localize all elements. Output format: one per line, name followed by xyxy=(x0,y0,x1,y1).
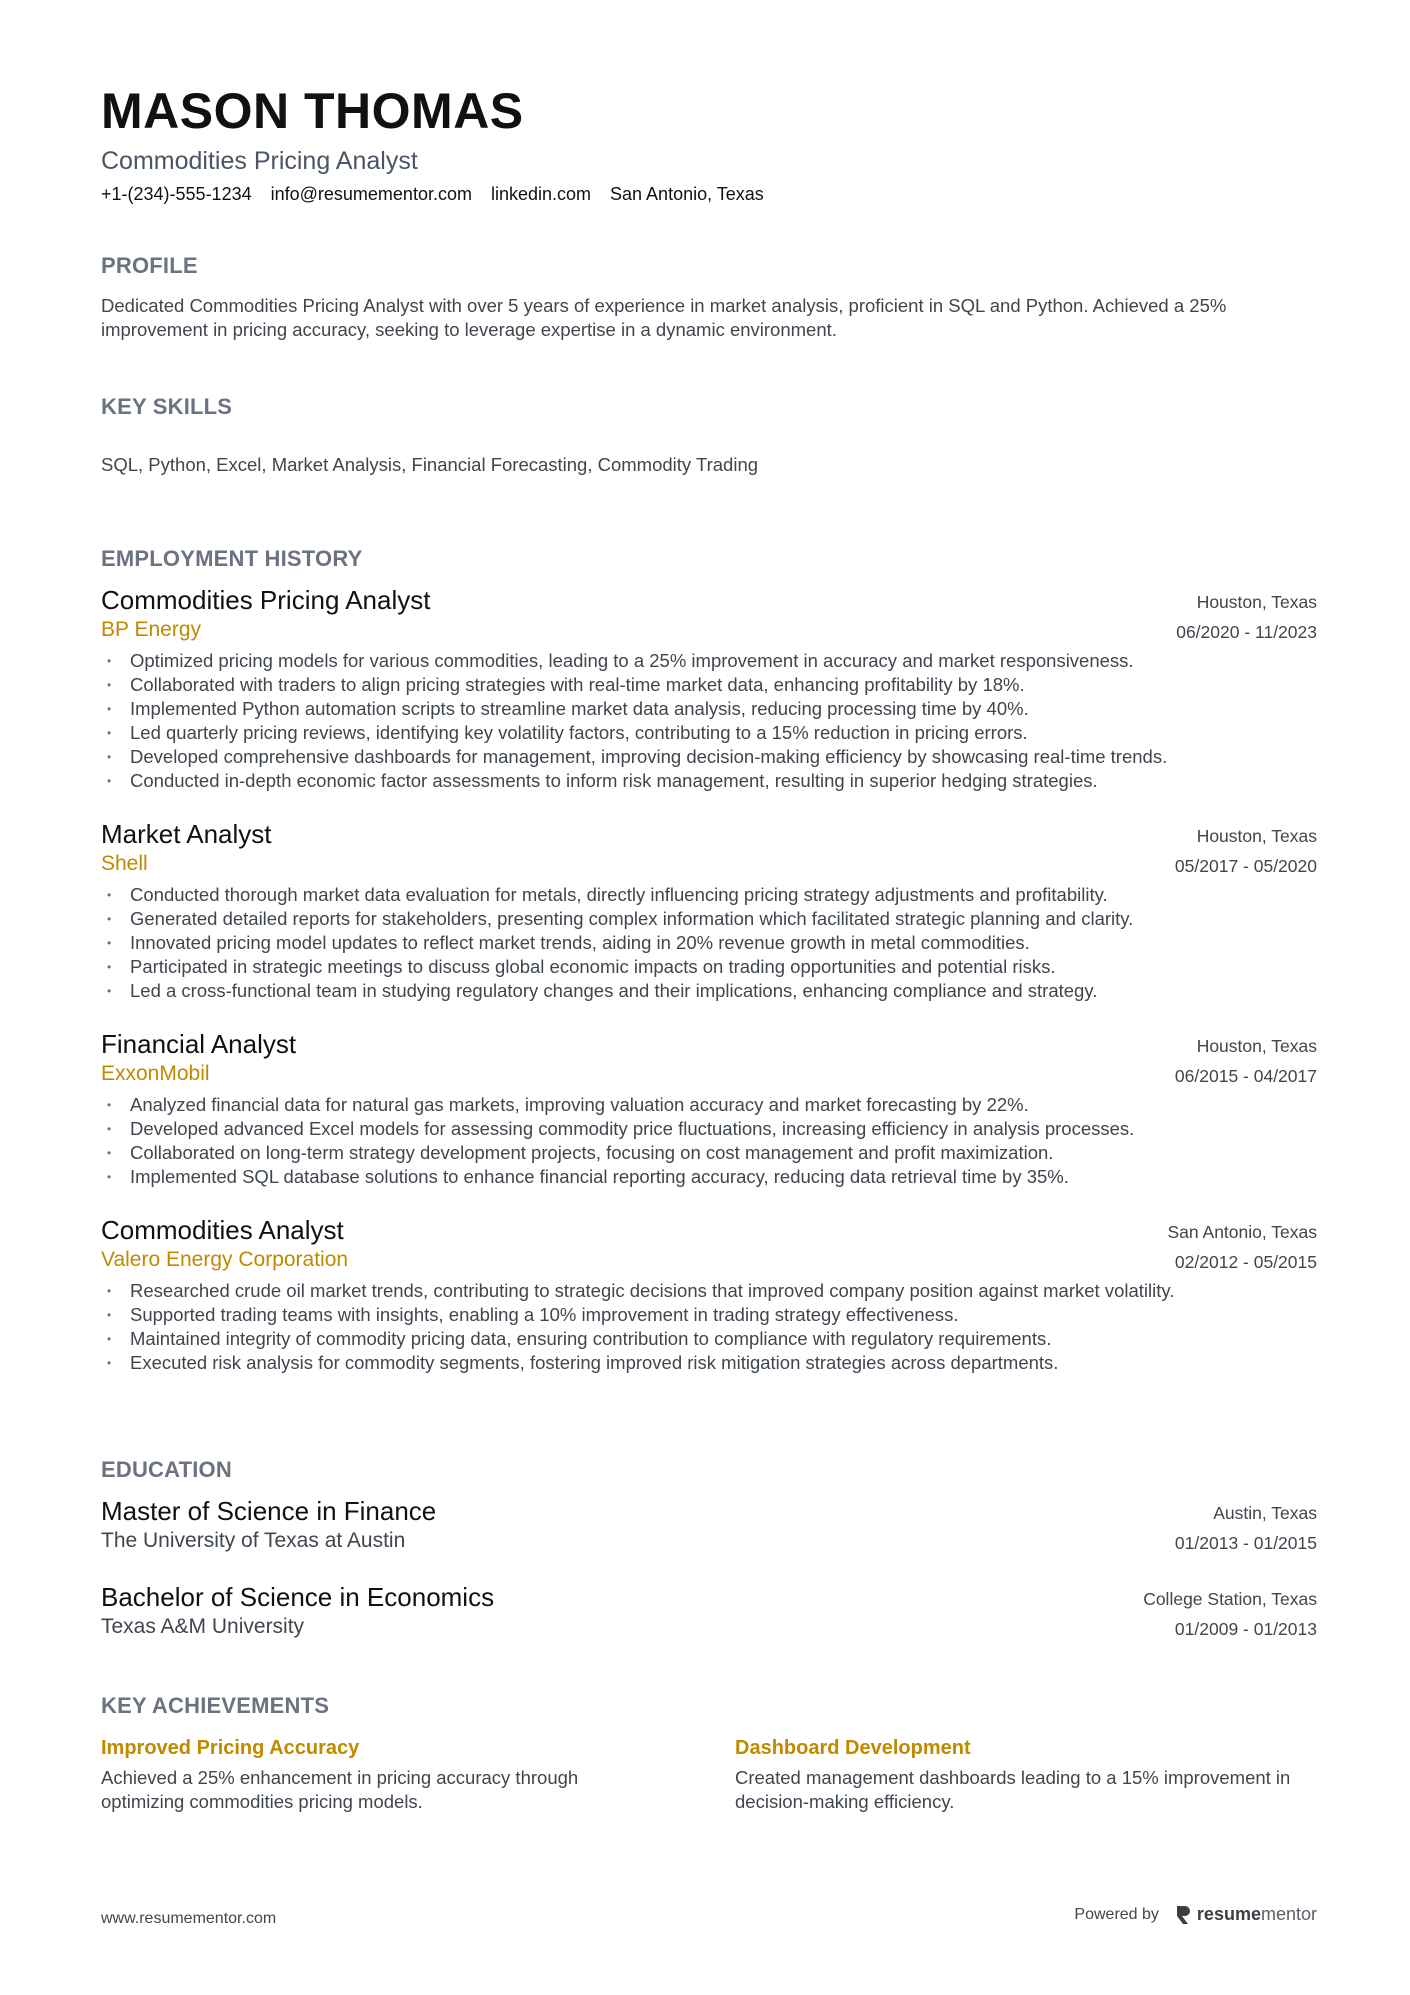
education-meta xyxy=(1175,1498,1317,1558)
job-meta xyxy=(1176,587,1317,647)
contact-email: info@resumementor.com xyxy=(270,184,472,204)
job-dates: 06/2020 - 11/2023 xyxy=(1176,622,1317,642)
brand-light: mentor xyxy=(1260,1904,1317,1924)
job-bullets xyxy=(101,1279,1251,1375)
job-entry xyxy=(101,585,1317,793)
achievements-heading: KEY ACHIEVEMENTS xyxy=(101,1693,330,1718)
skills-text: SQL, Python, Excel, Market Analysis, Financial Forecasting, Commodity Trading xyxy=(101,454,759,475)
school: The University of Texas at Austin xyxy=(101,1529,406,1552)
job-location: San Antonio, Texas xyxy=(1167,1222,1317,1242)
job-meta xyxy=(1175,821,1317,881)
job-bullets xyxy=(101,883,1317,1003)
brand-bold: resume xyxy=(1196,1904,1261,1924)
job-entry xyxy=(101,1029,1317,1189)
footer-brand xyxy=(1074,1904,1317,1925)
bullet-item: • Conducted thorough market data evaluation for metals, directly influencing pricing strategy adjustments and profitability. xyxy=(101,883,1317,907)
job-entry xyxy=(101,1215,1317,1375)
education-dates: 01/2013 - 01/2015 xyxy=(1174,1533,1317,1553)
bullet-item: • Participated in strategic meetings to discuss global economic impacts on trading opportunities and potential risks. xyxy=(101,955,1317,979)
bullet-item: • Led quarterly pricing reviews, identifying key volatility factors, contributing to a 15% reduction in pricing errors. xyxy=(101,721,1317,745)
achievement-desc: Created management dashboards leading to a 15% improvement in decision-making efficiency. xyxy=(735,1767,1291,1812)
education-meta xyxy=(1143,1584,1317,1644)
achievement-desc: Achieved a 25% enhancement in pricing accuracy through optimizing commodities pricing models. xyxy=(101,1767,579,1812)
bullet-item: • Implemented Python automation scripts to streamline market data analysis, reducing processing time by 40%. xyxy=(101,697,1317,721)
bullet-item: • Developed comprehensive dashboards for management, improving decision-making efficiency by showcasing real-time trends. xyxy=(101,745,1317,769)
bullet-item: • Maintained integrity of commodity pricing data, ensuring contribution to compliance with regulatory requirements. xyxy=(101,1327,1251,1351)
job-title: Commodities Analyst xyxy=(101,1215,344,1245)
job-meta xyxy=(1175,1031,1317,1091)
job-meta xyxy=(1167,1217,1317,1277)
education-location: Austin, Texas xyxy=(1213,1503,1317,1523)
candidate-name: MASON THOMAS xyxy=(101,83,524,139)
job-company: ExxonMobil xyxy=(101,1062,210,1085)
degree: Bachelor of Science in Economics xyxy=(101,1582,495,1612)
job-entry xyxy=(101,819,1317,1003)
bullet-item: • Executed risk analysis for commodity segments, fostering improved risk mitigation strategies across departments. xyxy=(101,1351,1251,1375)
job-dates: 02/2012 - 05/2015 xyxy=(1174,1252,1317,1272)
job-title: Commodities Pricing Analyst xyxy=(101,585,431,615)
job-bullets xyxy=(101,1093,1317,1189)
education-entry xyxy=(101,1496,1317,1556)
bullet-item: • Conducted in-depth economic factor assessments to inform risk management, resulting in superior hedging strategies. xyxy=(101,769,1317,793)
bullet-item: • Generated detailed reports for stakeholders, presenting complex information which facilitated strategic planning and clarity. xyxy=(101,907,1317,931)
contact-phone: +1-(234)-555-1234 xyxy=(101,184,252,204)
job-title: Market Analyst xyxy=(101,819,272,849)
achievement-item xyxy=(101,1735,661,1814)
job-location: Houston, Texas xyxy=(1196,826,1317,846)
school: Texas A&M University xyxy=(101,1615,305,1638)
bullet-item: • Analyzed financial data for natural gas markets, improving valuation accuracy and market forecasting by 22%. xyxy=(101,1093,1317,1117)
achievement-item xyxy=(735,1735,1295,1814)
bullet-item: • Implemented SQL database solutions to enhance financial reporting accuracy, reducing data retrieval time by 35%. xyxy=(101,1165,1317,1189)
degree: Master of Science in Finance xyxy=(101,1496,437,1526)
footer-website[interactable]: www.resumementor.com xyxy=(101,1910,277,1927)
skills-heading: KEY SKILLS xyxy=(101,394,233,419)
job-location: Houston, Texas xyxy=(1196,1036,1317,1056)
candidate-title: Commodities Pricing Analyst xyxy=(101,147,418,175)
bullet-item: • Optimized pricing models for various commodities, leading to a 25% improvement in accuracy and market responsiveness. xyxy=(101,649,1317,673)
bullet-item: • Supported trading teams with insights, enabling a 10% improvement in trading strategy effectiveness. xyxy=(101,1303,1251,1327)
brand-logo[interactable] xyxy=(1175,1904,1317,1925)
contact-info xyxy=(101,184,764,205)
contact-linkedin: linkedin.com xyxy=(490,184,592,204)
education-location: College Station, Texas xyxy=(1143,1589,1317,1609)
achievement-title: Improved Pricing Accuracy xyxy=(101,1737,360,1759)
education-entry xyxy=(101,1582,1317,1642)
education-heading: EDUCATION xyxy=(101,1457,232,1482)
profile-heading: PROFILE xyxy=(101,253,198,278)
powered-by-label: Powered by xyxy=(1074,1905,1159,1923)
job-company: Shell xyxy=(101,852,148,875)
bullet-item: • Collaborated on long-term strategy development projects, focusing on cost management and profit maximization. xyxy=(101,1141,1317,1165)
job-dates: 05/2017 - 05/2020 xyxy=(1174,856,1317,876)
job-dates: 06/2015 - 04/2017 xyxy=(1174,1066,1317,1086)
resumementor-logo-icon xyxy=(1175,1905,1191,1925)
bullet-item: • Collaborated with traders to align pricing strategies with real-time market data, enhancing profitability by 18%. xyxy=(101,673,1317,697)
employment-heading: EMPLOYMENT HISTORY xyxy=(101,546,363,571)
profile-text: Dedicated Commodities Pricing Analyst with over 5 years of experience in market analysis, proficient in SQL and Python. Achieved a 25% improvement in pricing accuracy, seeking to leverage expertise in a dynamic environment. xyxy=(101,295,1227,340)
bullet-item: • Researched crude oil market trends, contributing to strategic decisions that improved company position against market volatility. xyxy=(101,1279,1251,1303)
job-company: BP Energy xyxy=(101,618,202,641)
bullet-item: • Led a cross-functional team in studying regulatory changes and their implications, enhancing compliance and strategy. xyxy=(101,979,1317,1003)
job-title: Financial Analyst xyxy=(101,1029,297,1059)
job-location: Houston, Texas xyxy=(1196,592,1317,612)
achievement-title: Dashboard Development xyxy=(735,1737,971,1759)
education-dates: 01/2009 - 01/2013 xyxy=(1174,1619,1317,1639)
job-company: Valero Energy Corporation xyxy=(101,1248,349,1271)
job-bullets xyxy=(101,649,1317,793)
bullet-item: • Developed advanced Excel models for assessing commodity price fluctuations, increasing efficiency in analysis processes. xyxy=(101,1117,1317,1141)
bullet-item: • Innovated pricing model updates to reflect market trends, aiding in 20% revenue growth in metal commodities. xyxy=(101,931,1317,955)
contact-location: San Antonio, Texas xyxy=(610,184,764,204)
